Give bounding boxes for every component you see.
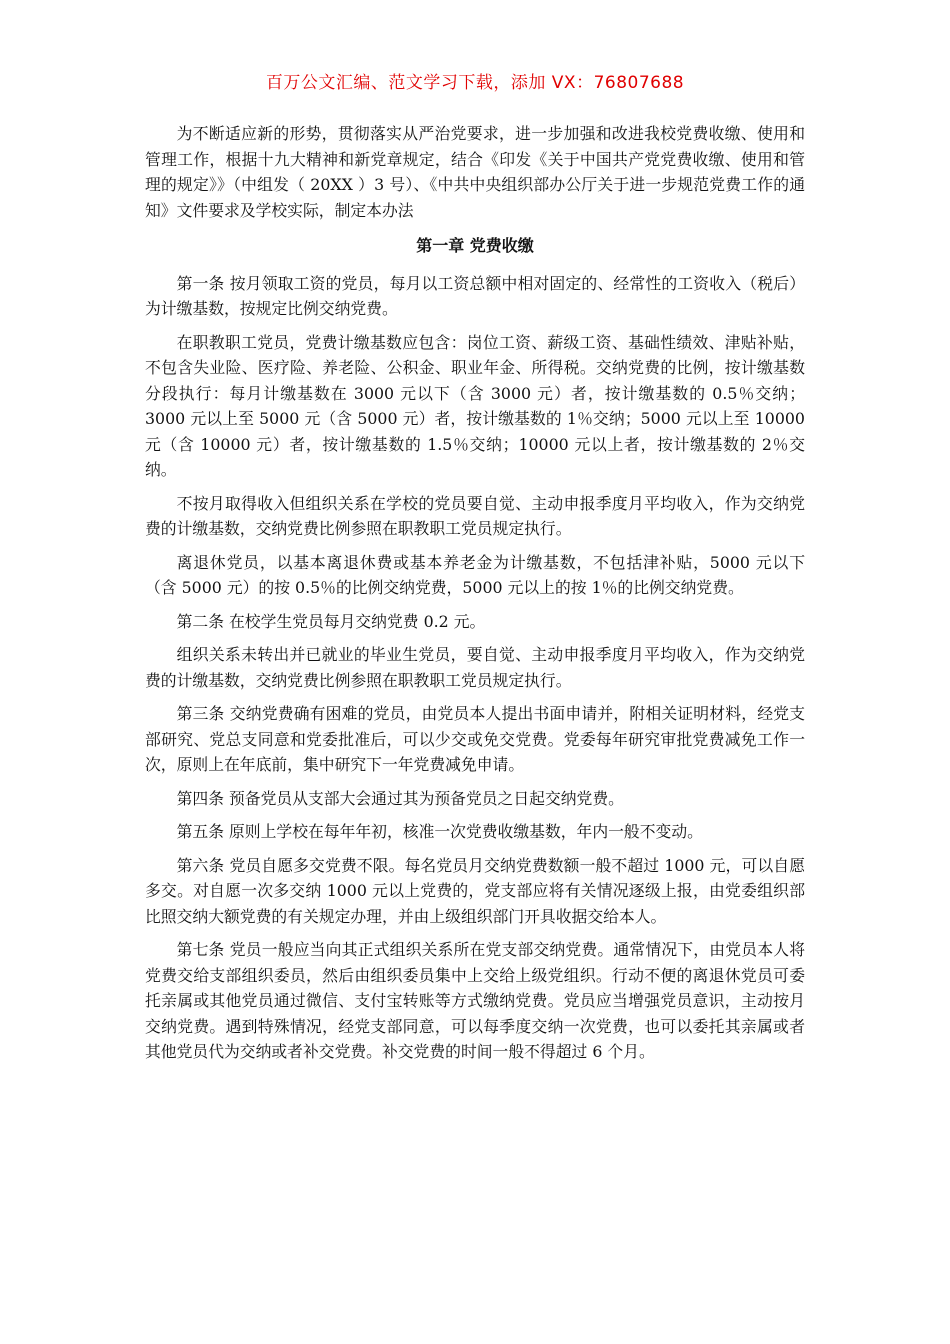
watermark-banner: 百万公文汇编、范文学习下载，添加 VX：76807688 — [265, 73, 685, 93]
article-7-paragraph: 第七条 党员一般应当向其正式组织关系所在党支部交纳党费。通常情况下，由党员本人将党费交给支部组织委员，然后由组织委员集中上交给上级党组织。行动不便的离退休党员可委托亲属或其他党员通过微信、支付宝转账等方式缴纳党费。党员应当增强党员意识，主动按月交纳党费。遇到特殊情况，经党支部同意，可以每季度交纳一次党费，也可以委托其亲属或者其他党员代为交纳或者补交党费。补交党费的时间一般不得超过 6 个月。 — [145, 940, 805, 1061]
intro-paragraph: 为不断适应新的形势，贯彻落实从严治党要求，进一步加强和改进我校党费收缴、使用和管理工作，根据十九大精神和新党章规定，结合《印发《关于中国共产党党费收缴、使用和管理的规定》》（中组发（ 20XX ）3 号）、《中共中央组织部办公厅关于进一步规范党费工作的通知》文件要求及学校实际，制定本办法 — [145, 124, 805, 220]
article-2-paragraph: 第二条 在校学生党员每月交纳党费 0.2 元。 — [176, 611, 486, 631]
staff-base-paragraph: 在职教职工党员，党费计缴基数应包含：岗位工资、薪级工资、基础性绩效、津贴补贴，不包含失业险、医疗险、养老险、公积金、职业年金、所得税。交纳党费的比例，按计缴基数分段执行：每月计缴基数在 3000 元以下（含 3000 元）者，按计缴基数的 0.5％交纳；3000 元以上至 5000 元（含 5000 元）者，按计缴基数的 1％交纳；5000 元以上至 10000 元（含 10000 元）者，按计缴基数的 1.5％交纳；10000 元以上者，按计缴基数的 2％交纳。 — [145, 332, 805, 479]
article-6-paragraph: 第六条 党员自愿多交党费不限。每名党员月交纳党费数额一般不超过 1000 元，可以自愿多交。对自愿一次多交纳 1000 元以上党费的，党支部应将有关情况逐级上报，由党委组织部比照交纳大额党费的有关规定办理，并由上级组织部门开具收据交给本人。 — [145, 855, 805, 926]
irregular-income-paragraph: 不按月取得收入但组织关系在学校的党员要自觉、主动申报季度月平均收入，作为交纳党费的计缴基数，交纳党费比例参照在职教职工党员规定执行。 — [145, 493, 805, 538]
article-3-paragraph: 第三条 交纳党费确有困难的党员，由党员本人提出书面申请并，附相关证明材料，经党支部研究、党总支同意和党委批准后，可以少交或免交党费。党委每年研究审批党费减免工作一次，原则上在年底前，集中研究下一年党费减免申请。 — [145, 704, 805, 774]
graduate-paragraph: 组织关系未转出并已就业的毕业生党员，要自觉、主动申报季度月平均收入，作为交纳党费的计缴基数，交纳党费比例参照在职教职工党员规定执行。 — [145, 645, 805, 690]
document-body — [145, 121, 805, 1073]
article-1-paragraph: 第一条 按月领取工资的党员，每月以工资总额中相对固定的、经常性的工资收入（税后）为计缴基数，按规定比例交纳党费。 — [145, 273, 805, 318]
article-4-paragraph: 第四条 预备党员从支部大会通过其为预备党员之日起交纳党费。 — [176, 788, 624, 808]
retired-paragraph: 离退休党员，以基本离退休费或基本养老金为计缴基数，不包括津补贴，5000 元以下（含 5000 元）的按 0.5％的比例交纳党费，5000 元以上的按 1％的比例交纳党费。 — [145, 552, 805, 597]
chapter-heading: 第一章 党费收缴 — [416, 236, 534, 255]
article-5-paragraph: 第五条 原则上学校在每年年初，核准一次党费收缴基数，年内一般不变动。 — [176, 822, 703, 841]
